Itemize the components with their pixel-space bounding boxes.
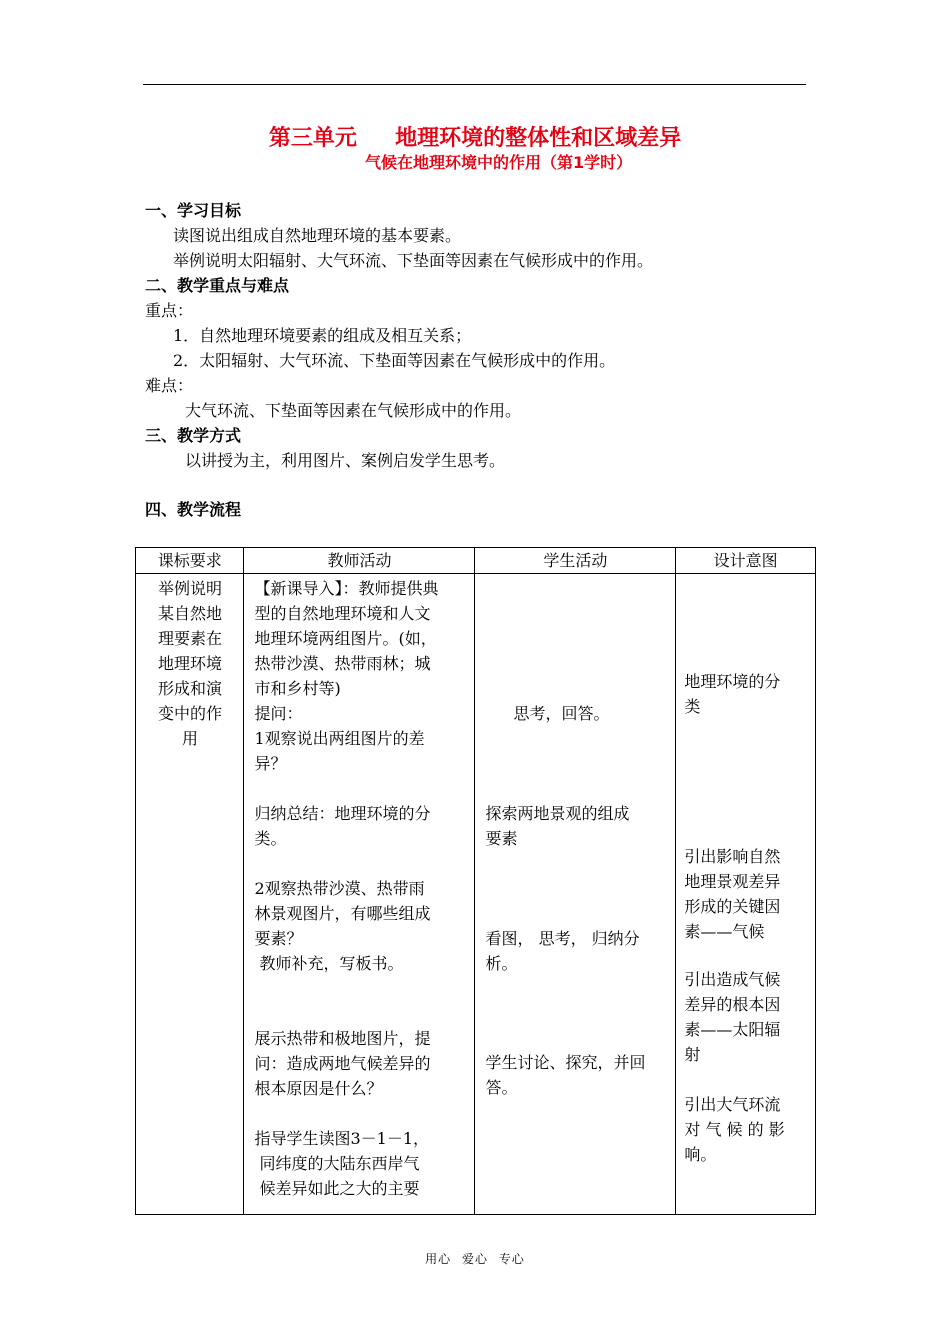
section-3-heading: 三、教学方式 xyxy=(145,426,242,445)
key-point-1: 1．自然地理环境要素的组成及相互关系； xyxy=(173,326,472,345)
teacher-text-line xyxy=(254,1001,470,1026)
student-cell xyxy=(475,574,676,1215)
teacher-text-line: 热带沙漠、热带雨林；城 xyxy=(254,654,431,673)
header-rule xyxy=(143,84,806,85)
standard-cell xyxy=(136,574,244,1215)
unit-title: 第三单元 地理环境的整体性和区域差异 xyxy=(268,126,682,151)
student-text-line: 要素 xyxy=(485,829,518,848)
teacher-text-line: 地理环境两组图片。(如， xyxy=(254,629,437,648)
purpose-text-line: 引出造成气候 xyxy=(684,970,781,989)
teacher-text-line: 【新课导入】：教师提供典 xyxy=(254,579,439,598)
teacher-text-line: 型的自然地理环境和人文 xyxy=(254,604,431,623)
teacher-text-line: 指导学生读图3－1－1， xyxy=(254,1129,430,1148)
teacher-text-line: 提问： xyxy=(254,704,303,723)
purpose-text-line: 地理景观差异 xyxy=(684,872,781,891)
standard-text-line: 变中的作 xyxy=(157,704,222,723)
lesson-subtitle: 气候在地理环境中的作用（第1学时） xyxy=(365,153,633,172)
standard-text-line: 地理环境 xyxy=(157,654,222,673)
key-points-label: 重点： xyxy=(145,301,194,320)
standard-text-line: 理要素在 xyxy=(157,629,222,648)
teacher-text-line: 问：造成两地气候差异的 xyxy=(254,1054,431,1073)
header-standard: 课标要求 xyxy=(136,548,244,574)
purpose-text-line: 形成的关键因 xyxy=(684,897,781,916)
purpose-text-line: 引出大气环流 xyxy=(684,1095,781,1114)
teacher-text-line: 1观察说出两组图片的差 xyxy=(254,729,425,748)
purpose-text-line: 响。 xyxy=(684,1145,717,1164)
standard-text-line: 某自然地 xyxy=(157,604,222,623)
student-text-line: 看图， 思考， 归纳分 xyxy=(485,929,640,948)
teaching-flow-table xyxy=(135,547,816,1215)
standard-text-line: 用 xyxy=(181,729,198,748)
teacher-text-line xyxy=(254,976,470,1001)
purpose-text-line: 射 xyxy=(684,1045,701,1064)
purpose-text-line: 差异的根本因 xyxy=(684,995,781,1014)
table-row xyxy=(136,574,816,1215)
teacher-text-line xyxy=(254,776,470,801)
student-text-line: 探索两地景观的组成 xyxy=(485,804,630,823)
section-4-heading: 四、教学流程 xyxy=(145,500,242,519)
purpose-text-line: 素——气候 xyxy=(684,922,765,941)
teacher-text-line: 类。 xyxy=(254,829,287,848)
teacher-text-line: 教师补充，写板书。 xyxy=(254,954,404,973)
teacher-text-line: 2观察热带沙漠、热带雨 xyxy=(254,879,425,898)
teacher-text-line xyxy=(254,851,470,876)
teacher-text-line: 候差异如此之大的主要 xyxy=(254,1179,420,1198)
standard-text-line: 举例说明 xyxy=(157,579,222,598)
purpose-cell xyxy=(676,574,816,1215)
header-student: 学生活动 xyxy=(475,548,676,574)
section-2-heading: 二、教学重点与难点 xyxy=(145,276,290,295)
header-purpose: 设计意图 xyxy=(676,548,816,574)
section-1-line-2: 举例说明太阳辐射、大气环流、下垫面等因素在气候形成中的作用。 xyxy=(173,251,654,270)
student-activity-1: 思考，回答。 xyxy=(513,704,610,723)
purpose-text-line: 类 xyxy=(684,697,701,716)
teacher-text-line: 同纬度的大陆东西岸气 xyxy=(254,1154,420,1173)
teacher-text-line: 归纳总结：地理环境的分 xyxy=(254,804,431,823)
header-teacher: 教师活动 xyxy=(244,548,475,574)
section-1-heading: 一、学习目标 xyxy=(145,201,242,220)
key-point-2: 2．太阳辐射、大气环流、下垫面等因素在气候形成中的作用。 xyxy=(173,351,616,370)
teacher-text-line: 异？ xyxy=(254,754,287,773)
teacher-text-line: 市和乡村等) xyxy=(254,679,341,698)
table-header-row xyxy=(136,548,816,574)
section-1-line-1: 读图说出组成自然地理环境的基本要素。 xyxy=(173,226,462,245)
purpose-text-line: 引出影响自然 xyxy=(684,847,781,866)
purpose-text-line: 素——太阳辐 xyxy=(684,1020,781,1039)
student-text-line: 析。 xyxy=(485,954,518,973)
difficulty-1: 大气环流、下垫面等因素在气候形成中的作用。 xyxy=(185,401,522,420)
purpose-text-line: 地理环境的分 xyxy=(684,672,781,691)
standard-text-line: 形成和演 xyxy=(157,679,222,698)
teacher-text-line xyxy=(254,1101,470,1126)
student-text-line: 答。 xyxy=(485,1078,518,1097)
student-text-line: 学生讨论、探究，并回 xyxy=(485,1053,646,1072)
teacher-text-line: 展示热带和极地图片，提 xyxy=(254,1029,431,1048)
teacher-cell xyxy=(244,574,475,1215)
purpose-text-line: 对 气 候 的 影 xyxy=(684,1120,785,1139)
teacher-text-line: 林景观图片，有哪些组成 xyxy=(254,904,431,923)
section-3-line-1: 以讲授为主，利用图片、案例启发学生思考。 xyxy=(185,451,506,470)
teacher-text-line: 要素？ xyxy=(254,929,303,948)
page-footer: 用心 爱心 专心 xyxy=(425,1252,525,1266)
difficulty-label: 难点： xyxy=(145,376,194,395)
teacher-text-line: 根本原因是什么？ xyxy=(254,1079,383,1098)
